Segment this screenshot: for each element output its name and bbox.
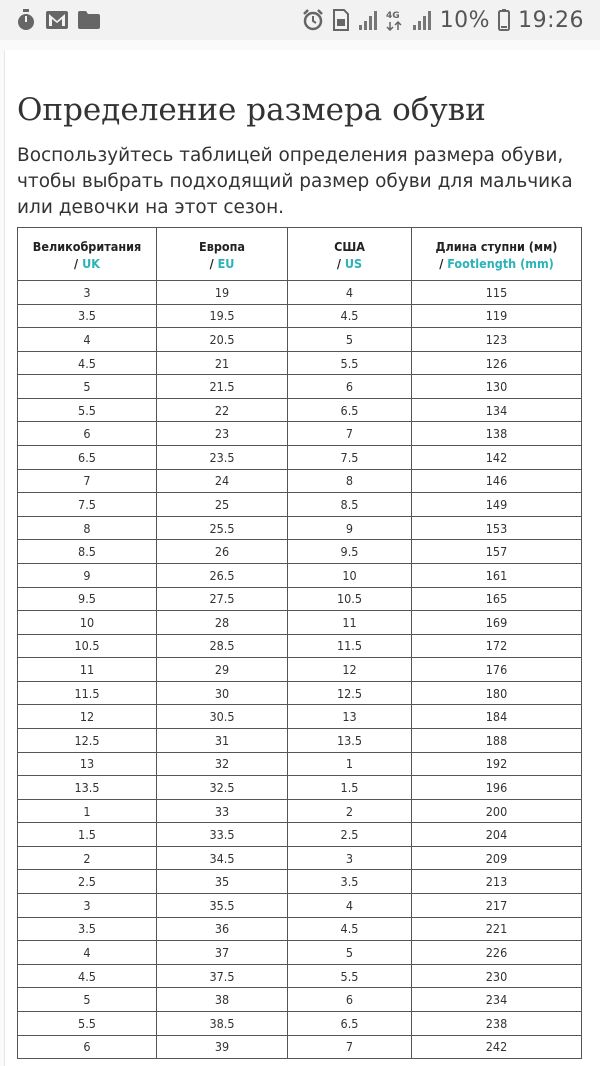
table-cell: 2 <box>288 799 412 823</box>
header-us-en: US <box>344 256 363 271</box>
table-cell: 19 <box>157 281 288 305</box>
table-cell: 169 <box>412 611 582 635</box>
table-cell: 6 <box>288 375 412 399</box>
header-eu: Европа / EU <box>157 228 288 281</box>
table-cell: 33 <box>157 799 288 823</box>
table-cell: 33.5 <box>157 823 288 847</box>
table-cell: 7 <box>18 469 157 493</box>
table-cell: 19.5 <box>157 304 288 328</box>
table-cell: 1 <box>288 752 412 776</box>
folder-icon <box>78 11 100 29</box>
table-cell: 10.5 <box>18 634 157 658</box>
table-cell: 34.5 <box>157 846 288 870</box>
stopwatch-icon <box>16 9 36 31</box>
table-cell: 126 <box>412 351 582 375</box>
header-uk-en: UK <box>82 256 100 271</box>
table-cell: 11 <box>288 611 412 635</box>
table-cell: 13 <box>18 752 157 776</box>
table-cell: 3.5 <box>18 917 157 941</box>
table-cell: 213 <box>412 870 582 894</box>
table-cell: 238 <box>412 1011 582 1035</box>
status-right-icons <box>302 8 584 33</box>
table-cell: 12 <box>18 705 157 729</box>
table-cell: 25.5 <box>157 516 288 540</box>
table-cell: 37.5 <box>157 964 288 988</box>
table-row <box>18 281 582 305</box>
status-bar <box>0 0 600 40</box>
table-cell: 209 <box>412 846 582 870</box>
table-cell: 2 <box>18 846 157 870</box>
table-cell: 11.5 <box>18 681 157 705</box>
table-cell: 157 <box>412 540 582 564</box>
table-cell: 21.5 <box>157 375 288 399</box>
table-cell: 24 <box>157 469 288 493</box>
table-cell: 39 <box>157 1035 288 1059</box>
table-cell: 176 <box>412 658 582 682</box>
table-cell: 4 <box>288 894 412 918</box>
table-row <box>18 469 582 493</box>
table-cell: 204 <box>412 823 582 847</box>
table-row <box>18 752 582 776</box>
table-cell: 5 <box>288 941 412 965</box>
table-cell: 153 <box>412 516 582 540</box>
svg-text:4G: 4G <box>385 11 400 21</box>
table-row <box>18 304 582 328</box>
table-row <box>18 799 582 823</box>
table-cell: 36 <box>157 917 288 941</box>
header-us: США / US <box>288 228 412 281</box>
table-cell: 12.5 <box>288 681 412 705</box>
table-cell: 13 <box>288 705 412 729</box>
table-cell: 9.5 <box>18 587 157 611</box>
table-cell: 4 <box>18 328 157 352</box>
table-cell: 9 <box>288 516 412 540</box>
table-cell: 26.5 <box>157 563 288 587</box>
sim-icon <box>332 9 350 31</box>
table-cell: 5.5 <box>288 351 412 375</box>
table-row <box>18 870 582 894</box>
table-cell: 11 <box>18 658 157 682</box>
table-cell: 23.5 <box>157 446 288 470</box>
table-row <box>18 351 582 375</box>
table-row <box>18 587 582 611</box>
table-row <box>18 1035 582 1059</box>
table-cell: 142 <box>412 446 582 470</box>
table-cell: 7 <box>288 422 412 446</box>
table-body <box>18 281 582 1059</box>
table-cell: 1 <box>18 799 157 823</box>
table-row <box>18 941 582 965</box>
table-cell: 13.5 <box>18 776 157 800</box>
table-cell: 30 <box>157 681 288 705</box>
table-cell: 138 <box>412 422 582 446</box>
status-left-icons <box>16 9 100 31</box>
table-cell: 1.5 <box>288 776 412 800</box>
table-cell: 6 <box>18 422 157 446</box>
table-cell: 226 <box>412 941 582 965</box>
table-cell: 180 <box>412 681 582 705</box>
table-cell: 4 <box>288 281 412 305</box>
table-cell: 161 <box>412 563 582 587</box>
table-cell: 123 <box>412 328 582 352</box>
table-cell: 130 <box>412 375 582 399</box>
table-cell: 5 <box>288 328 412 352</box>
table-cell: 13.5 <box>288 728 412 752</box>
table-cell: 6 <box>288 988 412 1012</box>
table-cell: 8 <box>18 516 157 540</box>
table-cell: 7.5 <box>288 446 412 470</box>
table-cell: 30.5 <box>157 705 288 729</box>
table-cell: 32.5 <box>157 776 288 800</box>
table-row <box>18 563 582 587</box>
table-cell: 8 <box>288 469 412 493</box>
table-cell: 3 <box>18 281 157 305</box>
table-cell: 4.5 <box>18 964 157 988</box>
battery-icon <box>498 9 510 31</box>
table-row <box>18 823 582 847</box>
table-cell: 146 <box>412 469 582 493</box>
table-cell: 29 <box>157 658 288 682</box>
table-row <box>18 705 582 729</box>
table-cell: 32 <box>157 752 288 776</box>
table-cell: 4.5 <box>288 304 412 328</box>
table-row <box>18 422 582 446</box>
table-cell: 35 <box>157 870 288 894</box>
table-row <box>18 375 582 399</box>
table-cell: 4.5 <box>288 917 412 941</box>
table-cell: 1.5 <box>18 823 157 847</box>
table-cell: 28.5 <box>157 634 288 658</box>
table-cell: 5 <box>18 375 157 399</box>
table-cell: 217 <box>412 894 582 918</box>
header-uk-ru: Великобритания <box>32 239 142 254</box>
table-cell: 221 <box>412 917 582 941</box>
table-cell: 10.5 <box>288 587 412 611</box>
table-cell: 35.5 <box>157 894 288 918</box>
table-cell: 6.5 <box>288 1011 412 1035</box>
table-row <box>18 658 582 682</box>
table-cell: 28 <box>157 611 288 635</box>
signal-icon <box>358 10 378 30</box>
table-cell: 3 <box>18 894 157 918</box>
size-table-container <box>17 227 581 1059</box>
table-cell: 38 <box>157 988 288 1012</box>
table-cell: 25 <box>157 493 288 517</box>
table-row <box>18 917 582 941</box>
table-row <box>18 964 582 988</box>
table-cell: 31 <box>157 728 288 752</box>
table-cell: 2.5 <box>288 823 412 847</box>
table-cell: 134 <box>412 398 582 422</box>
table-row <box>18 846 582 870</box>
table-cell: 2.5 <box>18 870 157 894</box>
table-cell: 149 <box>412 493 582 517</box>
table-cell: 3.5 <box>288 870 412 894</box>
table-cell: 8.5 <box>288 493 412 517</box>
table-cell: 119 <box>412 304 582 328</box>
table-cell: 27.5 <box>157 587 288 611</box>
table-row <box>18 681 582 705</box>
table-row <box>18 728 582 752</box>
table-cell: 5 <box>18 988 157 1012</box>
battery-percent: 10% <box>439 7 491 33</box>
table-row <box>18 516 582 540</box>
table-row <box>18 894 582 918</box>
table-cell: 234 <box>412 988 582 1012</box>
page-title: Определение размера обуви <box>17 92 486 128</box>
table-cell: 6 <box>18 1035 157 1059</box>
header-uk: Великобритания / UK <box>18 228 157 281</box>
table-row <box>18 1011 582 1035</box>
table-cell: 23 <box>157 422 288 446</box>
table-cell: 242 <box>412 1035 582 1059</box>
table-row <box>18 398 582 422</box>
table-row <box>18 493 582 517</box>
table-cell: 20.5 <box>157 328 288 352</box>
header-us-ru: США <box>334 239 365 254</box>
table-cell: 22 <box>157 398 288 422</box>
table-cell: 184 <box>412 705 582 729</box>
table-cell: 4 <box>18 941 157 965</box>
size-table <box>17 227 582 1059</box>
table-cell: 5.5 <box>288 964 412 988</box>
table-cell: 200 <box>412 799 582 823</box>
table-cell: 4.5 <box>18 351 157 375</box>
intro-text: Воспользуйтесь таблицей определения размера обуви, чтобы выбрать подходящий размер обуви для мальчика или девочки на этот сезон. <box>17 145 573 218</box>
table-cell: 115 <box>412 281 582 305</box>
table-row <box>18 634 582 658</box>
table-cell: 9 <box>18 563 157 587</box>
table-cell: 37 <box>157 941 288 965</box>
table-cell: 165 <box>412 587 582 611</box>
table-cell: 5.5 <box>18 1011 157 1035</box>
table-cell: 6.5 <box>18 446 157 470</box>
table-cell: 11.5 <box>288 634 412 658</box>
table-cell: 3 <box>288 846 412 870</box>
table-cell: 7.5 <box>18 493 157 517</box>
clock: 19:26 <box>518 7 584 33</box>
table-cell: 12.5 <box>18 728 157 752</box>
table-header-row <box>18 228 582 281</box>
table-cell: 5.5 <box>18 398 157 422</box>
table-cell: 230 <box>412 964 582 988</box>
alarm-icon <box>302 9 324 31</box>
table-row <box>18 776 582 800</box>
header-footlength: Длина ступни (мм) / Footlength (mm) <box>412 228 582 281</box>
header-eu-en: EU <box>217 256 235 271</box>
table-cell: 192 <box>412 752 582 776</box>
table-cell: 26 <box>157 540 288 564</box>
table-cell: 10 <box>18 611 157 635</box>
table-cell: 196 <box>412 776 582 800</box>
network-4g-icon <box>386 9 404 31</box>
signal-icon <box>412 10 432 30</box>
table-cell: 7 <box>288 1035 412 1059</box>
table-row <box>18 328 582 352</box>
table-cell: 172 <box>412 634 582 658</box>
header-footlength-ru: Длина ступни (мм) <box>435 239 558 254</box>
table-cell: 9.5 <box>288 540 412 564</box>
table-cell: 8.5 <box>18 540 157 564</box>
header-footlength-en: Footlength (mm) <box>447 256 554 271</box>
table-row <box>18 988 582 1012</box>
table-row <box>18 540 582 564</box>
table-cell: 10 <box>288 563 412 587</box>
table-cell: 38.5 <box>157 1011 288 1035</box>
table-cell: 6.5 <box>288 398 412 422</box>
table-row <box>18 446 582 470</box>
gmail-icon <box>46 11 68 29</box>
header-eu-ru: Европа <box>199 239 245 254</box>
table-cell: 3.5 <box>18 304 157 328</box>
table-cell: 12 <box>288 658 412 682</box>
table-cell: 188 <box>412 728 582 752</box>
table-row <box>18 611 582 635</box>
table-cell: 21 <box>157 351 288 375</box>
